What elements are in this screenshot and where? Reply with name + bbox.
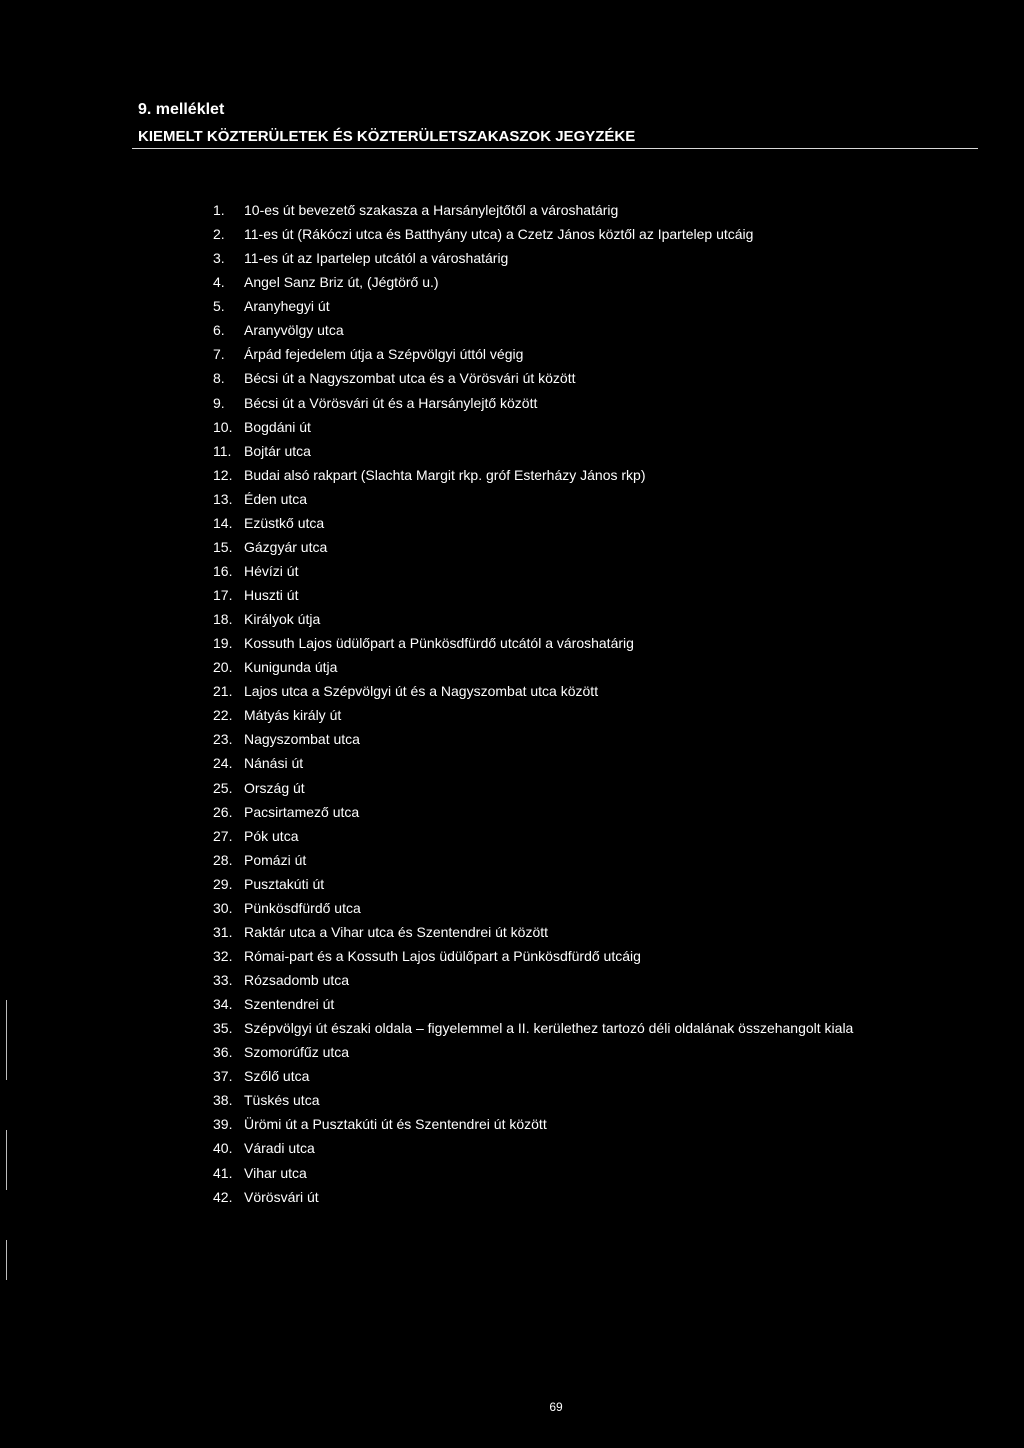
- list-item-text: 11-es út az Ipartelep utcától a városhatárig: [244, 250, 509, 267]
- list-item-text: Gázgyár utca: [244, 538, 328, 555]
- list-item: [195, 439, 853, 463]
- list-item-number: 32.: [213, 947, 233, 964]
- list-item-number: 17.: [213, 587, 233, 603]
- list-item: [195, 703, 853, 727]
- list-item-text: Kossuth Lajos üdülőpart a Pünkösdfürdő utcától a városhatárig: [244, 635, 634, 652]
- list-item-number: 20.: [213, 659, 233, 676]
- list-item-number: 2.: [213, 226, 225, 243]
- list-item-text: Szőlő utca: [244, 1068, 310, 1085]
- list-item-number: 37.: [213, 1068, 233, 1085]
- list-item-number: 13.: [213, 490, 233, 507]
- list-item-number: 34.: [213, 996, 233, 1013]
- list-item: [195, 727, 853, 751]
- list-item-text: Királyok útja: [244, 611, 321, 628]
- list-item-text: Ürömi út a Pusztakúti út és Szentendrei út között: [244, 1116, 547, 1133]
- list-item: [195, 294, 853, 318]
- list-item-number: 41.: [213, 1164, 233, 1181]
- list-item-text: Aranyvölgy utca: [244, 322, 344, 339]
- list-item-number: 14.: [213, 514, 233, 531]
- list-item: [195, 198, 853, 222]
- list-item: [195, 583, 853, 607]
- list-item-text: Szentendrei út: [244, 996, 335, 1013]
- list-item-number: 24.: [213, 755, 233, 772]
- list-item: [195, 415, 853, 439]
- list-item-text: Váradi utca: [244, 1140, 315, 1157]
- list-item-text: Ezüstkő utca: [244, 514, 325, 531]
- list-item-text: Tüskés utca: [244, 1092, 320, 1109]
- list-item: [195, 679, 853, 703]
- list-item-number: 26.: [213, 803, 233, 820]
- list-item: [195, 751, 853, 775]
- list-item-number: 38.: [213, 1092, 233, 1109]
- list-item-text: Raktár utca a Vihar utca és Szentendrei út között: [244, 923, 549, 940]
- list-item: [195, 631, 853, 655]
- list-item-text: Pomázi út: [244, 851, 307, 868]
- list-item-text: Éden utca: [244, 490, 308, 507]
- list-item: [195, 270, 853, 294]
- list-item-number: 36.: [213, 1044, 233, 1061]
- list-item: [195, 559, 853, 583]
- list-item-number: 42.: [213, 1188, 233, 1205]
- list-item-number: 1.: [213, 202, 225, 218]
- list-item-number: 9.: [213, 394, 225, 411]
- list-item-text: Pusztakúti út: [244, 875, 325, 892]
- list-item-number: 22.: [213, 707, 233, 724]
- list-item-text: Lajos utca a Szépvölgyi út és a Nagyszombat utca között: [244, 683, 599, 700]
- list-item: [195, 1136, 853, 1160]
- list-item-number: 12.: [213, 466, 233, 483]
- list-item: [195, 463, 853, 487]
- list-item-number: 28.: [213, 851, 233, 868]
- list-item: [195, 487, 853, 511]
- list-item-number: 5.: [213, 298, 225, 315]
- list-item-text: Huszti út: [244, 587, 299, 603]
- list-item-text: Hévízi út: [244, 562, 299, 579]
- list-item: [195, 342, 853, 366]
- list-item: [195, 1064, 853, 1088]
- list-item: [195, 655, 853, 679]
- list-item: [195, 535, 853, 559]
- list-item-number: 15.: [213, 538, 233, 555]
- list-item-number: 10.: [213, 418, 233, 435]
- scan-artifact-line: [6, 1000, 7, 1080]
- list-item-text: Budai alsó rakpart (Slachta Margit rkp. gróf Esterházy János rkp): [244, 466, 646, 483]
- list-item-text: Vörösvári út: [244, 1188, 319, 1205]
- list-item-number: 33.: [213, 972, 233, 988]
- list-item-text: Pacsirtamező utca: [244, 803, 360, 820]
- list-item-number: 27.: [213, 827, 233, 844]
- list-item-text: Ország út: [244, 779, 305, 796]
- list-item: [195, 366, 853, 390]
- list-item-text: 11-es út (Rákóczi utca és Batthyány utca) a Czetz János köztől az Ipartelep utcáig: [244, 226, 754, 243]
- list-item-number: 8.: [213, 370, 225, 387]
- list-item-number: 19.: [213, 635, 233, 652]
- list-item-number: 7.: [213, 346, 225, 363]
- list-item-text: Pünkösdfürdő utca: [244, 899, 361, 916]
- scan-artifact-line: [6, 1130, 7, 1190]
- page-number: 69: [549, 1400, 563, 1414]
- list-item: [195, 1040, 853, 1064]
- document-title: KIEMELT KÖZTERÜLETEK ÉS KÖZTERÜLETSZAKASZOK JEGYZÉKE: [138, 128, 636, 145]
- street-list: [195, 198, 853, 1209]
- list-item-text: 10-es út bevezető szakasza a Harsánylejtőtől a városhatárig: [244, 202, 619, 218]
- list-item-text: Bojtár utca: [244, 442, 311, 459]
- scan-artifact-line: [6, 1240, 7, 1280]
- list-item: [195, 800, 853, 824]
- list-item: [195, 607, 853, 631]
- list-item-text: Aranyhegyi út: [244, 298, 330, 315]
- list-item: [195, 222, 853, 246]
- list-item-number: 39.: [213, 1116, 233, 1133]
- list-item-number: 11.: [213, 442, 232, 459]
- list-item: [195, 1185, 853, 1209]
- list-item-text: Rózsadomb utca: [244, 972, 350, 988]
- list-item: [195, 872, 853, 896]
- list-item-number: 4.: [213, 274, 225, 291]
- list-item-text: Szépvölgyi út északi oldala – figyelemmel a II. kerülethez tartozó déli oldalának összehangolt kiala: [244, 1020, 854, 1037]
- list-item: [195, 1161, 853, 1185]
- list-item-number: 23.: [213, 731, 233, 748]
- list-item-text: Római-part és a Kossuth Lajos üdülőpart a Pünkösdfürdő utcáig: [244, 947, 641, 964]
- list-item: [195, 776, 853, 800]
- list-item-text: Pók utca: [244, 827, 299, 844]
- list-item-text: Árpád fejedelem útja a Szépvölgyi úttól végig: [244, 346, 524, 363]
- list-item-text: Vihar utca: [244, 1164, 307, 1181]
- list-item: [195, 848, 853, 872]
- title-underline: [132, 148, 978, 149]
- list-item: [195, 824, 853, 848]
- list-item: [195, 1016, 853, 1040]
- list-item: [195, 391, 853, 415]
- list-item-number: 6.: [213, 322, 225, 339]
- list-item: [195, 896, 853, 920]
- list-item-text: Angel Sanz Briz út, (Jégtörő u.): [244, 274, 439, 291]
- list-item-number: 31.: [213, 923, 233, 940]
- list-item-number: 21.: [213, 683, 233, 700]
- list-item-text: Mátyás király út: [244, 707, 342, 724]
- list-item-number: 25.: [213, 779, 233, 796]
- list-item: [195, 246, 853, 270]
- list-item: [195, 992, 853, 1016]
- list-item: [195, 920, 853, 944]
- list-item-text: Szomorúfűz utca: [244, 1044, 350, 1061]
- list-item-number: 16.: [213, 562, 233, 579]
- list-item-text: Bécsi út a Vörösvári út és a Harsánylejtő között: [244, 394, 538, 411]
- list-item: [195, 1112, 853, 1136]
- annex-label: 9. melléklet: [138, 101, 225, 118]
- list-item-text: Bécsi út a Nagyszombat utca és a Vörösvári út között: [244, 370, 576, 387]
- list-item: [195, 944, 853, 968]
- list-item-text: Kunigunda útja: [244, 659, 338, 676]
- list-item-number: 29.: [213, 875, 233, 892]
- list-item: [195, 318, 853, 342]
- list-item-number: 40.: [213, 1140, 233, 1157]
- list-item-text: Nánási út: [244, 755, 304, 772]
- list-item-number: 3.: [213, 250, 225, 267]
- list-item-text: Nagyszombat utca: [244, 731, 360, 748]
- list-item-text: Bogdáni út: [244, 418, 311, 435]
- list-item-number: 30.: [213, 899, 233, 916]
- list-item-number: 18.: [213, 611, 233, 628]
- list-item: [195, 968, 853, 992]
- list-item: [195, 511, 853, 535]
- list-item-number: 35.: [213, 1020, 233, 1037]
- list-item: [195, 1088, 853, 1112]
